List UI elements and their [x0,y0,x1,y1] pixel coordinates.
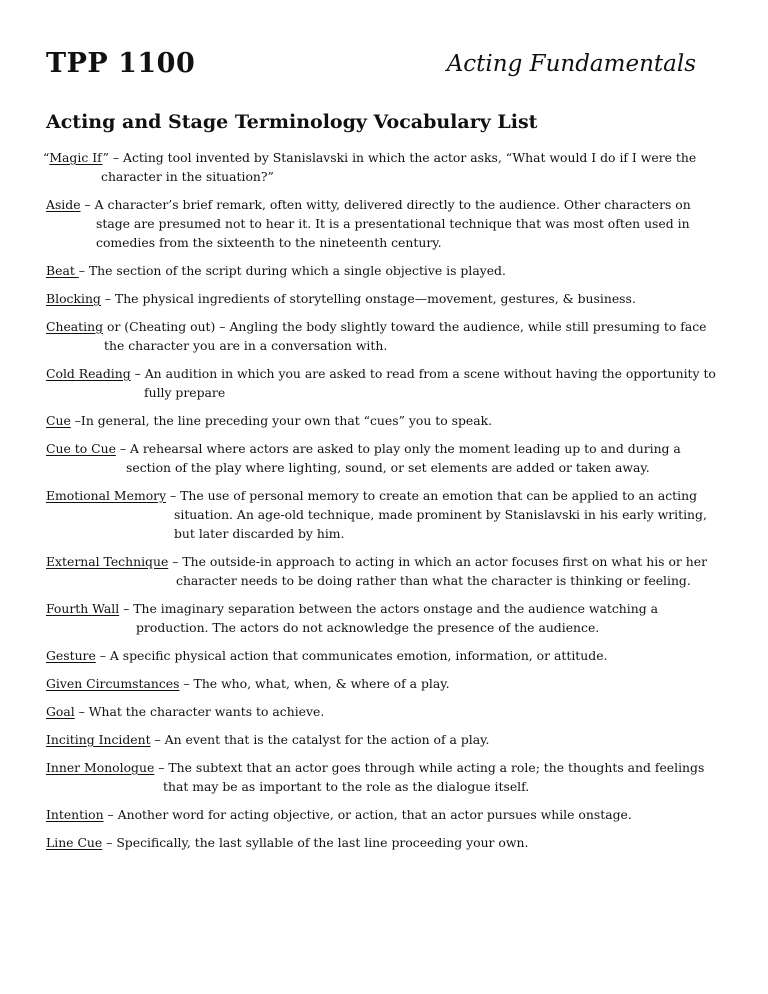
term-word: Magic If [49,150,103,165]
term-definition: – What the character wants to achieve. [74,704,325,719]
term-definition: – An event that is the catalyst for the action of a play. [150,732,490,747]
term-word: Cheating [46,319,104,334]
term-word: Inner Monologue [46,760,155,775]
term-entry: “Magic If” – Acting tool invented by Stanislavski in which the actor asks, “What would I do if I were the character in the situation?” [43,150,697,184]
term-definition: – A rehearsal where actors are asked to play only the moment leading up to and during a section of the play where lighting, sound, or set elements are added or taken away. [115,441,681,475]
term-definition: – Specifically, the last syllable of the last line proceeding your own. [102,835,529,850]
term-entry [46,289,718,308]
term-definition: – The who, what, when, & where of a play. [179,676,450,691]
term-word: Cold Reading [46,366,131,381]
term-word: Given Circumstances [46,676,180,691]
term-word: Emotional Memory [46,488,167,503]
term-word: Cue [46,413,71,428]
term-definition: – The outside-in approach to acting in which an actor focuses first on what his or her character needs to be doing rather than what the character is thinking or feeling. [168,554,708,588]
course-code: TPP 1100 [46,48,196,79]
course-name: Acting Fundamentals [446,51,696,77]
term-entry [46,261,718,280]
term-entry [46,411,718,430]
term-entry [46,552,718,590]
term-entry [46,317,718,355]
term-word: Gesture [46,648,96,663]
term-definition: – The physical ingredients of storytelling onstage—movement, gestures, & business. [100,291,636,306]
term-entry [46,195,718,252]
term-definition: – The imaginary separation between the actors onstage and the audience watching a production. The actors do not acknowledge the presence of the audience. [119,601,658,635]
term-entry [46,599,718,637]
term-definition: – Another word for acting objective, or action, that an actor pursues while onstage. [103,807,632,822]
term-word: Inciting Incident [46,732,151,747]
term-entry [46,758,718,796]
term-definition: – A character’s brief remark, often witty, delivered directly to the audience. Other characters on stage are presumed not to hear it. It is a presentational technique that was most often used in comedies from the sixteenth to the nineteenth century. [80,197,691,250]
term-entry [46,702,718,721]
term-word: Beat [46,263,79,278]
term-word: Intention [46,807,104,822]
term-entry [46,833,718,852]
term-definition: ” – Acting tool invented by Stanislavski in which the actor asks, “What would I do if I were the character in the situation?” [101,150,697,184]
term-entry [46,646,718,665]
term-entry [46,439,718,477]
document-title: Acting and Stage Terminology Vocabulary List [46,111,538,133]
term-word: Goal [46,704,75,719]
term-entry [46,486,718,543]
term-entry [46,730,718,749]
term-definition: – The section of the script during which a single objective is played. [78,263,506,278]
term-definition: – The subtext that an actor goes through while acting a role; the thoughts and feelings that may be as important to the role as the dialogue itself. [154,760,705,794]
vocabulary-list [43,148,718,861]
term-definition: –In general, the line preceding your own that “cues” you to speak. [70,413,493,428]
term-entry [46,364,718,402]
term-definition: – An audition in which you are asked to read from a scene without having the opportunity to fully prepare [130,366,716,400]
term-definition: or (Cheating out) – Angling the body slightly toward the audience, while still presuming to face the character you are in a conversation with. [103,319,707,353]
term-definition: – A specific physical action that communicates emotion, information, or attitude. [95,648,608,663]
term-word: Blocking [46,291,101,306]
term-word: Line Cue [46,835,103,850]
term-entry [46,674,718,693]
term-word: Fourth Wall [46,601,120,616]
term-definition: – The use of personal memory to create an emotion that can be applied to an acting situation. An age-old technique, made prominent by Stanislavski in his early writing, but later discarded by him. [166,488,707,541]
term-entry [46,805,718,824]
term-word: Cue to Cue [46,441,116,456]
term-word: External Technique [46,554,169,569]
term-word: Aside [46,197,81,212]
